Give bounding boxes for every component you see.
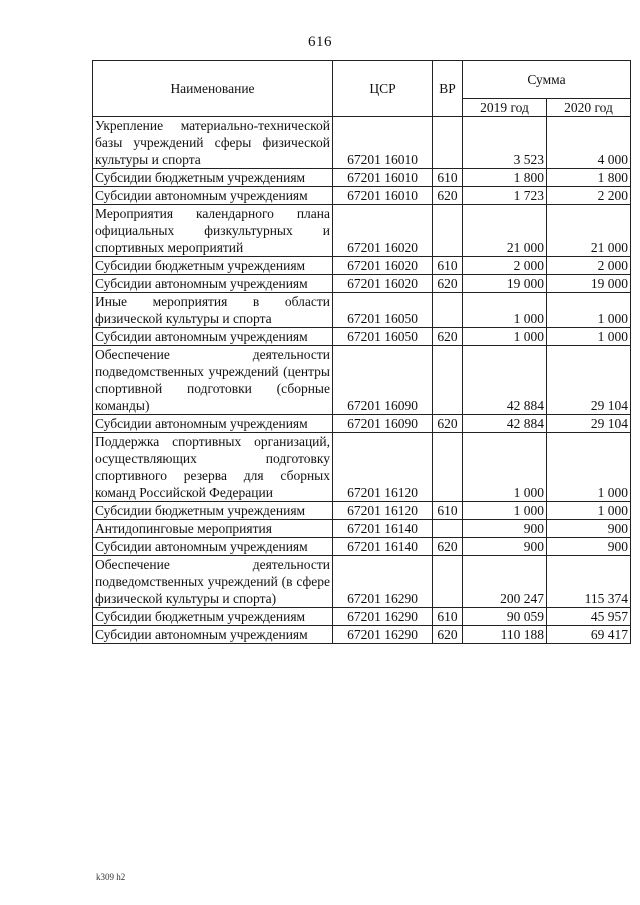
row-sum-2019-cell: 19 000: [463, 275, 547, 293]
row-name-cell: Поддержка спортивных организаций, осуществляющих подготовку спортивного резерва для сборных команд Российской Федерации: [93, 433, 333, 502]
row-name-cell: Антидопинговые мероприятия: [93, 520, 333, 538]
row-vr-cell: [433, 346, 463, 415]
row-sum-2019-cell: 1 000: [463, 293, 547, 328]
row-csr-cell: 67201 16090: [333, 346, 433, 415]
table-row: [93, 275, 631, 293]
row-sum-2019-cell: 3 523: [463, 117, 547, 169]
row-name-cell: Мероприятия календарного плана официальных физкультурных и спортивных мероприятий: [93, 205, 333, 257]
row-csr-cell: 67201 16020: [333, 257, 433, 275]
table-header: [93, 61, 631, 117]
row-name-cell: Субсидии автономным учреждениям: [93, 187, 333, 205]
row-vr-cell: 610: [433, 169, 463, 187]
row-name-cell: Укрепление материально-технической базы учреждений сферы физической культуры и спорта: [93, 117, 333, 169]
row-sum-2019-cell: 900: [463, 520, 547, 538]
row-csr-cell: 67201 16050: [333, 328, 433, 346]
row-csr-cell: 67201 16120: [333, 502, 433, 520]
row-csr-cell: 67201 16020: [333, 205, 433, 257]
table-row: [93, 169, 631, 187]
row-vr-cell: 610: [433, 608, 463, 626]
table-row: [93, 538, 631, 556]
row-vr-cell: [433, 293, 463, 328]
row-sum-2019-cell: 900: [463, 538, 547, 556]
table-body: [93, 117, 631, 644]
row-csr-cell: 67201 16010: [333, 187, 433, 205]
row-name-cell: Обеспечение деятельности подведомственных учреждений (центры спортивной подготовки (сборные команды): [93, 346, 333, 415]
row-vr-cell: [433, 520, 463, 538]
table-row: [93, 257, 631, 275]
row-sum-2019-cell: 110 188: [463, 626, 547, 644]
row-vr-cell: 620: [433, 275, 463, 293]
row-csr-cell: 67201 16050: [333, 293, 433, 328]
row-name-cell: Субсидии бюджетным учреждениям: [93, 608, 333, 626]
row-csr-cell: 67201 16290: [333, 626, 433, 644]
row-csr-cell: 67201 16290: [333, 556, 433, 608]
row-sum-2020-cell: 1 000: [547, 328, 631, 346]
row-sum-2020-cell: 45 957: [547, 608, 631, 626]
header-vr: ВР: [433, 61, 463, 117]
header-csr: ЦСР: [333, 61, 433, 117]
row-sum-2020-cell: 21 000: [547, 205, 631, 257]
row-name-cell: Субсидии автономным учреждениям: [93, 626, 333, 644]
table-row: [93, 205, 631, 257]
row-csr-cell: 67201 16090: [333, 415, 433, 433]
row-vr-cell: 610: [433, 502, 463, 520]
row-sum-2019-cell: 2 000: [463, 257, 547, 275]
row-sum-2020-cell: 1 000: [547, 502, 631, 520]
row-name-cell: Субсидии автономным учреждениям: [93, 415, 333, 433]
row-csr-cell: 67201 16140: [333, 538, 433, 556]
table-row: [93, 502, 631, 520]
header-year-2020: 2020 год: [547, 99, 631, 117]
budget-table: [92, 60, 631, 644]
row-name-cell: Субсидии автономным учреждениям: [93, 328, 333, 346]
row-name-cell: Иные мероприятия в области физической культуры и спорта: [93, 293, 333, 328]
row-csr-cell: 67201 16140: [333, 520, 433, 538]
row-vr-cell: [433, 433, 463, 502]
row-vr-cell: [433, 205, 463, 257]
table-row: [93, 293, 631, 328]
row-sum-2019-cell: 1 723: [463, 187, 547, 205]
row-vr-cell: 620: [433, 328, 463, 346]
row-name-cell: Субсидии автономным учреждениям: [93, 538, 333, 556]
table-row: [93, 556, 631, 608]
row-sum-2019-cell: 42 884: [463, 415, 547, 433]
row-sum-2020-cell: 1 800: [547, 169, 631, 187]
header-name: Наименование: [93, 61, 333, 117]
row-sum-2019-cell: 200 247: [463, 556, 547, 608]
row-sum-2020-cell: 19 000: [547, 275, 631, 293]
row-vr-cell: [433, 117, 463, 169]
row-csr-cell: 67201 16120: [333, 433, 433, 502]
table-row: [93, 608, 631, 626]
row-sum-2019-cell: 1 000: [463, 433, 547, 502]
row-vr-cell: 620: [433, 415, 463, 433]
row-sum-2020-cell: 4 000: [547, 117, 631, 169]
table-row: [93, 626, 631, 644]
row-name-cell: Субсидии автономным учреждениям: [93, 275, 333, 293]
row-csr-cell: 67201 16290: [333, 608, 433, 626]
row-csr-cell: 67201 16010: [333, 117, 433, 169]
row-vr-cell: 620: [433, 187, 463, 205]
row-sum-2019-cell: 1 000: [463, 328, 547, 346]
row-name-cell: Субсидии бюджетным учреждениям: [93, 169, 333, 187]
row-sum-2019-cell: 1 800: [463, 169, 547, 187]
row-sum-2020-cell: 29 104: [547, 415, 631, 433]
footer-code: k309 h2: [96, 872, 126, 882]
row-sum-2020-cell: 69 417: [547, 626, 631, 644]
row-sum-2019-cell: 1 000: [463, 502, 547, 520]
row-name-cell: Субсидии бюджетным учреждениям: [93, 257, 333, 275]
page-number: 616: [308, 34, 332, 50]
row-name-cell: Субсидии бюджетным учреждениям: [93, 502, 333, 520]
row-csr-cell: 67201 16010: [333, 169, 433, 187]
row-sum-2019-cell: 90 059: [463, 608, 547, 626]
row-vr-cell: 610: [433, 257, 463, 275]
row-vr-cell: 620: [433, 626, 463, 644]
row-sum-2019-cell: 21 000: [463, 205, 547, 257]
row-sum-2020-cell: 900: [547, 538, 631, 556]
row-sum-2020-cell: 29 104: [547, 346, 631, 415]
table-row: [93, 433, 631, 502]
row-sum-2019-cell: 42 884: [463, 346, 547, 415]
table-row: [93, 520, 631, 538]
row-sum-2020-cell: 1 000: [547, 433, 631, 502]
header-sum: Сумма: [463, 61, 631, 99]
table-row: [93, 117, 631, 169]
table-row: [93, 415, 631, 433]
row-vr-cell: [433, 556, 463, 608]
row-csr-cell: 67201 16020: [333, 275, 433, 293]
row-sum-2020-cell: 2 200: [547, 187, 631, 205]
row-name-cell: Обеспечение деятельности подведомственных учреждений (в сфере физической культуры и спорта): [93, 556, 333, 608]
row-sum-2020-cell: 900: [547, 520, 631, 538]
row-sum-2020-cell: 2 000: [547, 257, 631, 275]
table-row: [93, 328, 631, 346]
table-row: [93, 346, 631, 415]
row-vr-cell: 620: [433, 538, 463, 556]
row-sum-2020-cell: 1 000: [547, 293, 631, 328]
header-year-2019: 2019 год: [463, 99, 547, 117]
row-sum-2020-cell: 115 374: [547, 556, 631, 608]
table-row: [93, 187, 631, 205]
